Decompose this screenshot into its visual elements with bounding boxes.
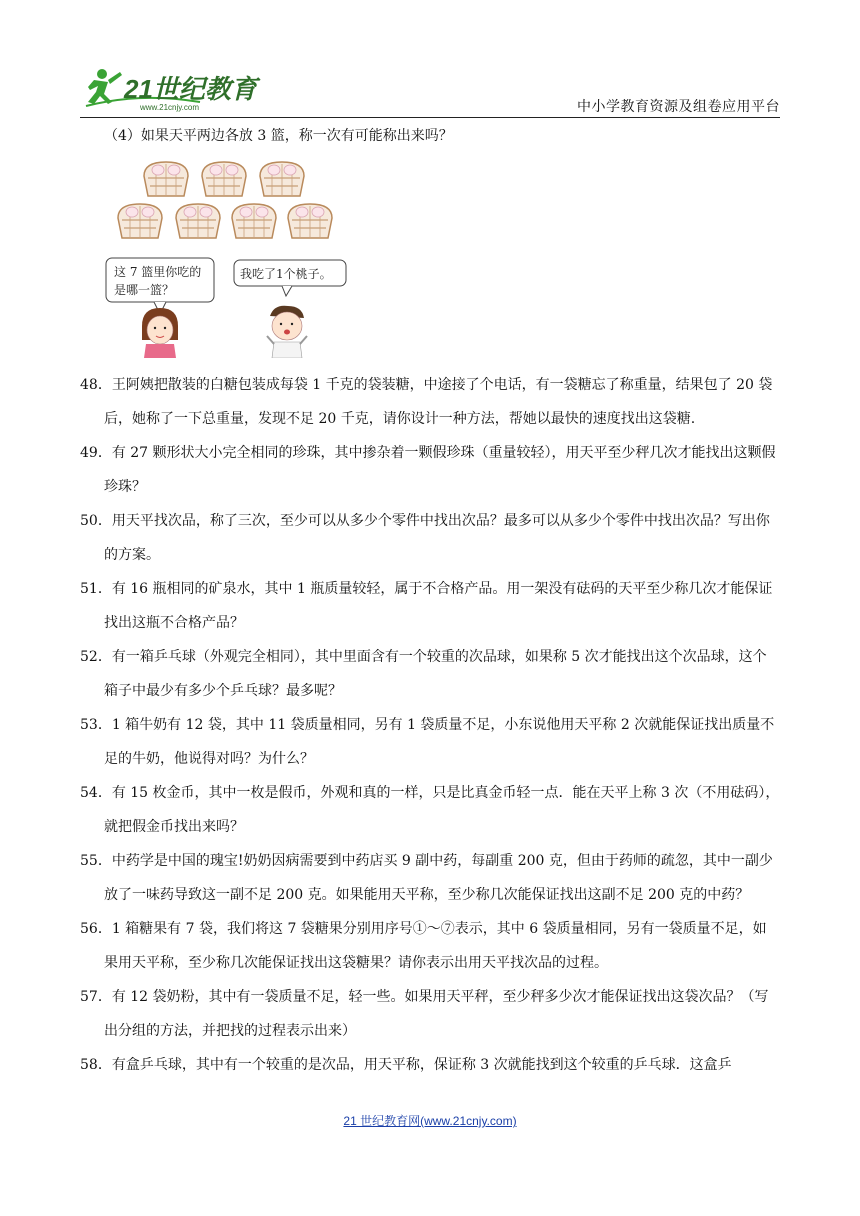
question-number: 57． [80, 989, 112, 1005]
basket-3 [260, 162, 304, 196]
header-divider [80, 117, 780, 118]
question-number: 48． [80, 377, 112, 393]
question-number: 51． [80, 581, 112, 597]
question-number: 54． [80, 785, 112, 801]
basket-2 [202, 162, 246, 196]
boy-character [267, 306, 307, 358]
question-number: 55． [80, 853, 112, 869]
girl-character [142, 308, 178, 358]
question-number: 58． [80, 1057, 112, 1073]
bubble-left-line1: 这 7 篮里你吃的 [114, 265, 202, 279]
question-text: 有 15 枚金币，其中一枚是假币，外观和真的一样，只是比真金币轻一点．能在天平上称 3 次（不用砝码），就把假金币找出来吗？ [104, 785, 780, 835]
question-text: 王阿姨把散装的白糖包装成每袋 1 千克的袋装糖，中途接了个电话，有一袋糖忘了称重量，结果包了 20 袋后，她称了一下总重量，发现不足 20 千克，请你设计一种方法，帮她以最快的速度找出这袋糖. [104, 377, 773, 427]
question-item [80, 436, 780, 504]
question-list [80, 368, 780, 1082]
question-number: 52． [80, 649, 112, 665]
question-text: 用天平找次品，称了三次，至少可以从多少个零件中找出次品？最多可以从多少个零件中找出次品？写出你的方案。 [104, 513, 770, 563]
question-item [80, 708, 780, 776]
question-text: 有 12 袋奶粉，其中有一袋质量不足，轻一些。如果用天平秤，至少秤多少次才能保证找出这袋次品？（写出分组的方法，并把找的过程表示出来） [104, 989, 769, 1039]
basket-4 [118, 204, 162, 238]
question-item [80, 572, 780, 640]
question-text: 1 箱糖果有 7 袋，我们将这 7 袋糖果分别用序号①～⑦表示，其中 6 袋质量相同，另有一袋质量不足，如果用天平称，至少称几次能保证找出这袋糖果？请你表示出用天平找次品的过程。 [104, 921, 767, 971]
baskets-illustration [104, 158, 404, 358]
question-number: 49． [80, 445, 112, 461]
question-text: 有 16 瓶相同的矿泉水，其中 1 瓶质量较轻，属于不合格产品。用一架没有砝码的天平至少称几次才能保证找出这瓶不合格产品？ [104, 581, 773, 631]
header-platform-text: 中小学教育资源及组卷应用平台 [577, 99, 780, 115]
question-item [80, 1048, 780, 1082]
runner-icon [88, 69, 122, 104]
question-item [80, 912, 780, 980]
question-item [80, 980, 780, 1048]
question-item [80, 504, 780, 572]
question-item [80, 776, 780, 844]
question-number: 53． [80, 717, 112, 733]
subquestion-4: （4）如果天平两边各放 3 篮，称一次有可能称出来吗？ [104, 128, 453, 144]
question-text: 中药学是中国的瑰宝!奶奶因病需要到中药店买 9 副中药，每副重 200 克，但由于药师的疏忽，其中一副少放了一味药导致这一副不足 200 克。如果能用天平称，至少称几次能保证找出这副不足 200 克的中药？ [104, 853, 773, 903]
question-item [80, 844, 780, 912]
page-footer [0, 1112, 860, 1129]
question-number: 50． [80, 513, 112, 529]
bubble-right-text: 我吃了1个桃子。 [240, 267, 332, 281]
question-text: 有一箱乒乓球（外观完全相同），其中里面含有一个较重的次品球，如果称 5 次才能找出这个次品球，这个箱子中最少有多少个乒乓球？最多呢？ [104, 649, 767, 699]
logo [80, 62, 270, 114]
question-text: 1 箱牛奶有 12 袋，其中 11 袋质量相同，另有 1 袋质量不足，小东说他用天平称 2 次就能保证找出质量不足的牛奶，他说得对吗？为什么？ [104, 717, 775, 767]
basket-5 [176, 204, 220, 238]
logo-text: 21世纪教育 [124, 74, 257, 104]
basket-6 [232, 204, 276, 238]
basket-1 [144, 162, 188, 196]
footer-link[interactable]: 21 世纪教育网(www.21cnjy.com) [343, 1114, 517, 1128]
document-body [80, 122, 780, 1082]
page-header [80, 62, 780, 116]
question-item [80, 640, 780, 708]
question-item [80, 368, 780, 436]
question-text: 有 27 颗形状大小完全相同的珍珠，其中掺杂着一颗假珍珠（重量较轻），用天平至少秤几次才能找出这颗假珍珠？ [104, 445, 776, 495]
question-number: 56． [80, 921, 112, 937]
bubble-left-line2: 是哪一篮？ [114, 283, 175, 297]
logo-subtext: www.21cnjy.com [140, 103, 199, 112]
question-text: 有盒乒乓球，其中有一个较重的是次品，用天平称，保证称 3 次就能找到这个较重的乒乓球．这盒乒 [111, 1057, 732, 1073]
basket-7 [288, 204, 332, 238]
